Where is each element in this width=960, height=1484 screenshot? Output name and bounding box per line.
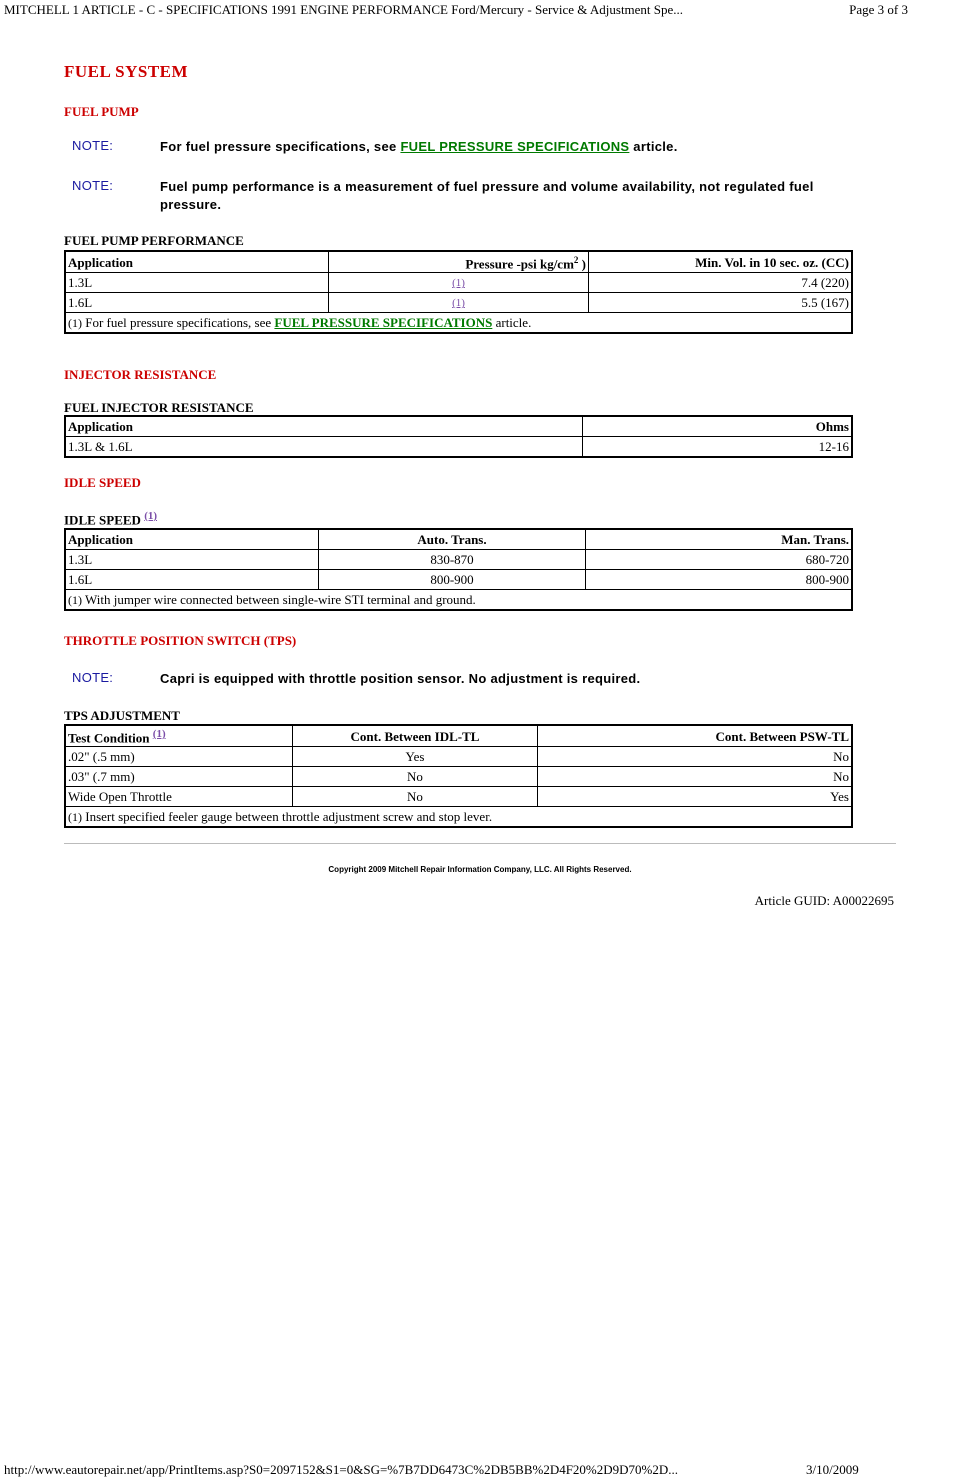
table-row [65,787,852,807]
table-footnote: (1) Insert specified feeler gauge between throttle adjustment screw and stop lever. [65,807,852,828]
injector-table-caption: FUEL INJECTOR RESISTANCE [64,400,254,415]
idle-table [64,528,853,611]
fuel-pressure-link[interactable]: FUEL PRESSURE SPECIFICATIONS [274,314,493,330]
cell: No [538,747,853,767]
table-row [65,550,852,570]
footnote-ref-link[interactable]: (1) [452,297,465,310]
table-footnote: (1) With jumper wire connected between single-wire STI terminal and ground. [65,590,852,611]
cell: 1.3L [65,273,329,293]
cell: 800-900 [319,570,586,590]
col-header: Application [65,416,583,437]
footnote-ref-link[interactable]: (1) [452,277,465,290]
col-header: Auto. Trans. [319,529,586,550]
note-text: For fuel pressure specifications, see FUEL PRESSURE SPECIFICATIONS article. [160,139,678,154]
cell: No [293,787,538,807]
note-text: Fuel pump performance is a measurement of fuel pressure and volume availability, not regulated fuel pressure. [160,179,814,212]
table-row [65,767,852,787]
table-row [65,570,852,590]
cell: 1.6L [65,570,319,590]
page-url: http://www.eautorepair.net/app/PrintItems.asp?S0=2097152&S1=0&SG=%7B7DD6473C%2DB5BB%2D4F20%2D9D70%2D... [4,1462,679,1477]
note-label: NOTE: [72,138,114,153]
cell: 1.6L [65,293,329,313]
cell: 12-16 [583,437,853,458]
cell: .03" (.7 mm) [65,767,293,787]
print-date: 3/10/2009 [806,1462,859,1477]
footnote-ref-link[interactable]: (1) [152,728,166,740]
cell: 830-870 [319,550,586,570]
cell: 7.4 (220) [589,273,853,293]
footnote-ref-link[interactable]: (1) [144,510,158,522]
col-header: Ohms [583,416,853,437]
injector-table [64,415,853,458]
fuel-pump-table-caption: FUEL PUMP PERFORMANCE [64,233,244,248]
cell: 1.3L & 1.6L [65,437,583,458]
col-header: Application [65,251,329,273]
copyright: Copyright 2009 Mitchell Repair Information Company, LLC. All Rights Reserved. [328,865,632,874]
col-header: Application [65,529,319,550]
idle-table-caption: IDLE SPEED $^{(1)}$ [64,510,158,528]
col-header: Man. Trans. [586,529,853,550]
cell: No [293,767,538,787]
tps-heading: THROTTLE POSITION SWITCH (TPS) [64,633,297,648]
table-row [65,747,852,767]
col-header: Test Condition $^{(1)}$ [65,725,293,747]
divider [64,843,896,844]
table-row [65,293,852,313]
cell: 680-720 [586,550,853,570]
table-row [65,273,852,293]
cell: No [538,767,853,787]
cell [329,293,589,313]
note-fuel-pressure [64,138,854,158]
page-number: Page 3 of 3 [849,2,908,17]
note-fuel-pump-performance [64,178,854,218]
note-text: Capri is equipped with throttle position sensor. No adjustment is required. [160,671,641,686]
page-header-title: MITCHELL 1 ARTICLE - C - SPECIFICATIONS 1991 ENGINE PERFORMANCE Ford/Mercury - Service & Adjustment Spe... [4,2,684,17]
note-tps [64,670,854,690]
cell: 1.3L [65,550,319,570]
cell: Yes [538,787,853,807]
tps-table-caption: TPS ADJUSTMENT [64,708,180,723]
cell: 800-900 [586,570,853,590]
idle-heading: IDLE SPEED [64,475,141,490]
fuel-pressure-link[interactable]: FUEL PRESSURE SPECIFICATIONS [400,139,630,154]
col-header: Cont. Between PSW-TL [538,725,853,747]
note-label: NOTE: [72,670,114,685]
tps-table [64,724,853,828]
note-label: NOTE: [72,178,114,193]
section-title: FUEL SYSTEM [64,62,189,81]
fuel-pump-heading: FUEL PUMP [64,104,139,119]
cell: 5.5 (167) [589,293,853,313]
article-guid: Article GUID: A00022695 [754,893,894,908]
table-row [65,437,852,458]
col-header: Min. Vol. in 10 sec. oz. (CC) [589,251,853,273]
cell: .02" (.5 mm) [65,747,293,767]
cell [329,273,589,293]
injector-heading: INJECTOR RESISTANCE [64,367,217,382]
col-header: Pressure -psi $kg/cm^2$ ) [329,251,589,273]
cell: Yes [293,747,538,767]
fuel-pump-table [64,250,853,334]
cell: Wide Open Throttle [65,787,293,807]
col-header: Cont. Between IDL-TL [293,725,538,747]
table-footnote: (1) For fuel pressure specifications, see FUEL PRESSURE SPECIFICATIONS article. [65,313,852,334]
